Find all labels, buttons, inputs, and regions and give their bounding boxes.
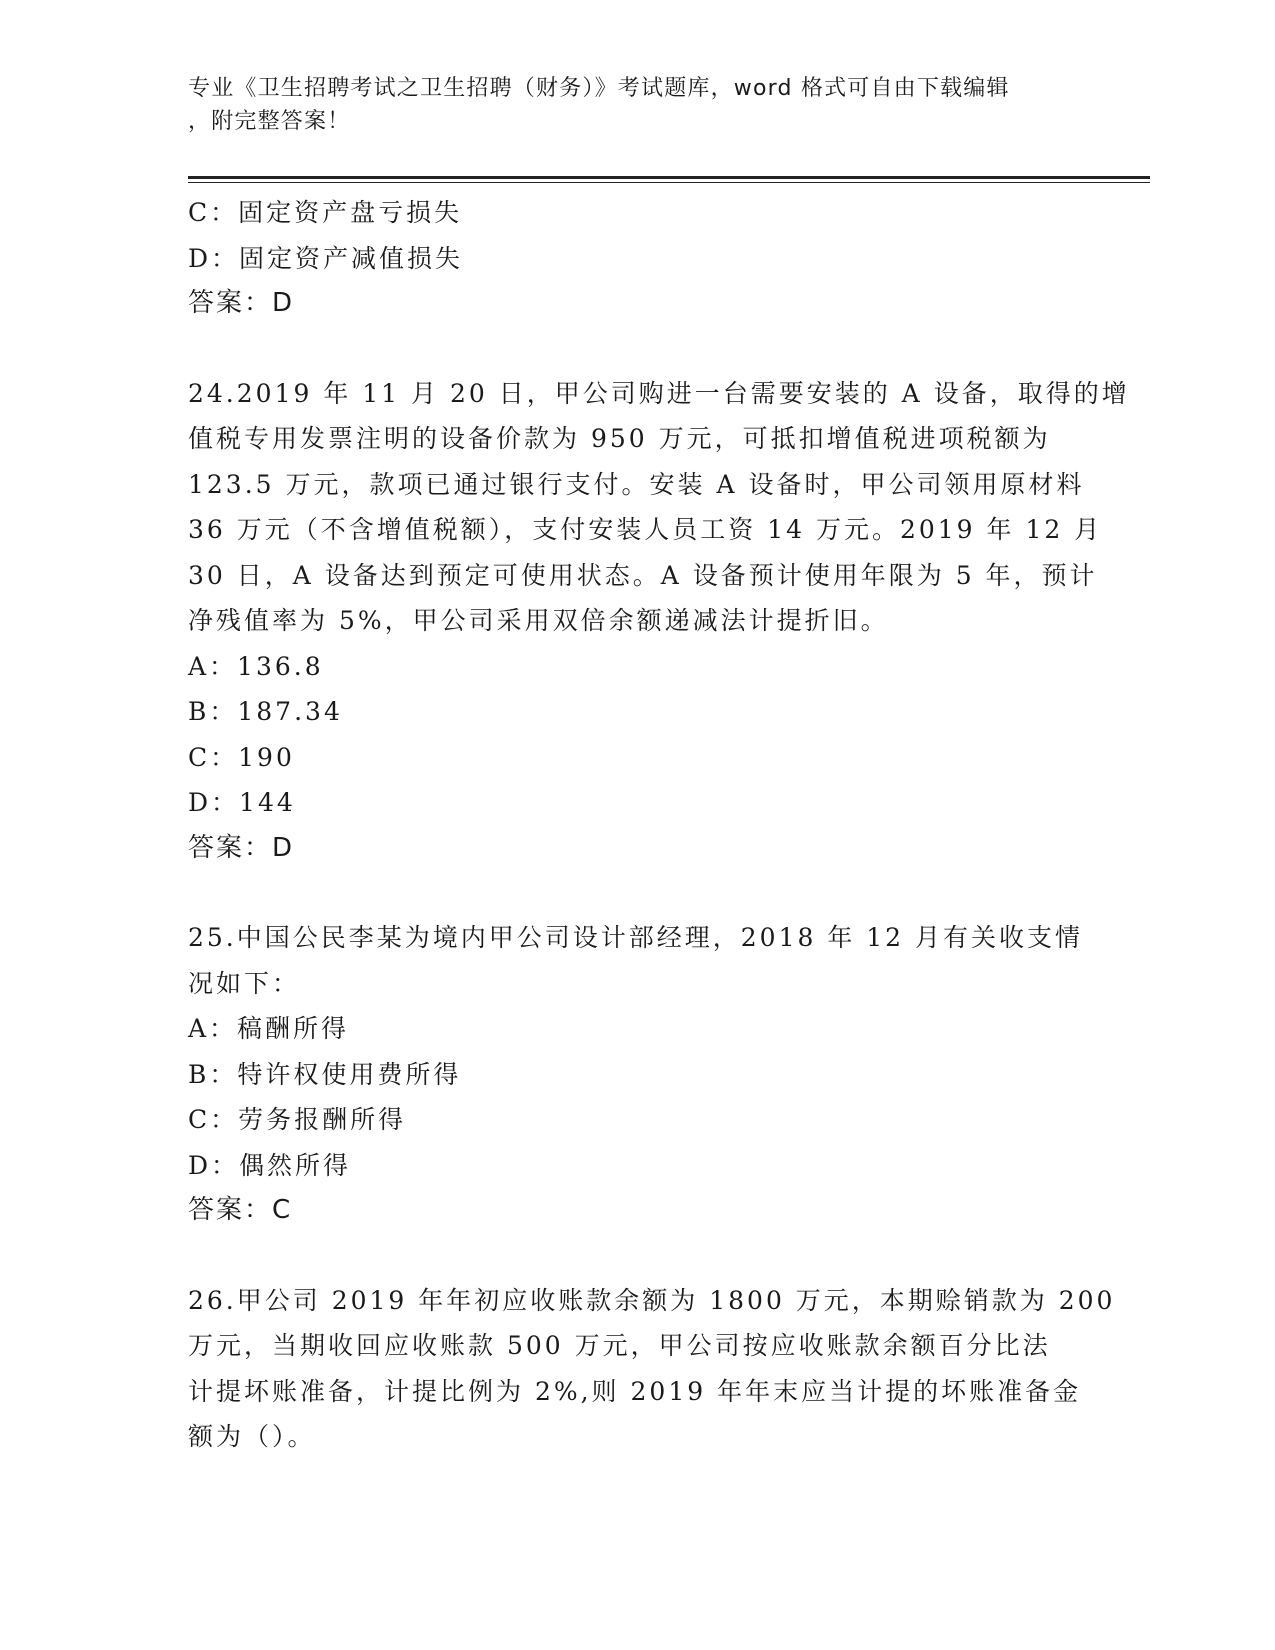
option-a: A：136.8 (188, 651, 324, 681)
question-23 (188, 190, 1088, 327)
option-c: C：190 (188, 742, 295, 772)
question-text-line: 净残值率为 5%，甲公司采用双倍余额递减法计提折旧。 (188, 606, 889, 635)
page-header (188, 72, 1078, 138)
question-text-line: 36 万元（不含增值税额），支付安装人员工资 14 万元。2019 年 12 月 (188, 515, 1103, 544)
question-text-line: 计提坏账准备，计提比例为 2%,则 2019 年年末应当计提的坏账准备金 (188, 1376, 1082, 1406)
option-c: C：固定资产盘亏损失 (188, 198, 463, 227)
question-text-line: 万元，当期收回应收账款 500 万元，甲公司按应收账款余额百分比法 (188, 1331, 1051, 1360)
question-text-line: 24.2019 年 11 月 20 日，甲公司购进一台需要安装的 A 设备，取得的增 (188, 378, 1130, 408)
question-text-line: 况如下： (188, 968, 301, 998)
answer: 答案：D (188, 832, 295, 863)
option-b: B：特许权使用费所得 (188, 1059, 462, 1089)
question-text-line: 26.甲公司 2019 年年初应收账款余额为 1800 万元，本期赊销款为 200 (188, 1285, 1116, 1315)
option-a: A：稿酬所得 (188, 1014, 350, 1043)
question-text-line: 30 日，A 设备达到预定可使用状态。A 设备预计使用年限为 5 年，预计 (188, 560, 1098, 590)
header-line-2: ，附完整答案！ (188, 109, 351, 134)
option-d: D：144 (188, 788, 296, 817)
question-content (188, 190, 1130, 1460)
question-text-line: 额为（）。 (188, 1422, 316, 1451)
header-line-1: 专业《卫生招聘考试之卫生招聘（财务）》考试题库，word 格式可自由下载编辑 (188, 76, 1010, 101)
option-b: B：187.34 (188, 697, 343, 726)
question-24 (188, 371, 1130, 872)
option-c: C：劳务报酬所得 (188, 1105, 407, 1134)
spacer (188, 327, 1088, 371)
question-text-line: 123.5 万元，款项已通过银行支付。安装 A 设备时，甲公司领用原材料 (188, 469, 1085, 499)
question-text-line: 值税专用发票注明的设备价款为 950 万元，可抵扣增值税进项税额为 (188, 424, 1051, 453)
header-divider-thin (188, 182, 1150, 183)
header-divider-thick (188, 176, 1150, 179)
spacer (188, 1234, 1088, 1278)
question-26 (188, 1278, 1116, 1460)
option-d: D：固定资产减值损失 (188, 243, 464, 273)
spacer (188, 871, 1088, 915)
answer: 答案：D (188, 288, 295, 318)
question-25 (188, 915, 1088, 1234)
answer: 答案：C (188, 1195, 293, 1225)
option-d: D：偶然所得 (188, 1150, 352, 1180)
question-text-line: 25.中国公民李某为境内甲公司设计部经理，2018 年 12 月有关收支情 (188, 923, 1084, 952)
